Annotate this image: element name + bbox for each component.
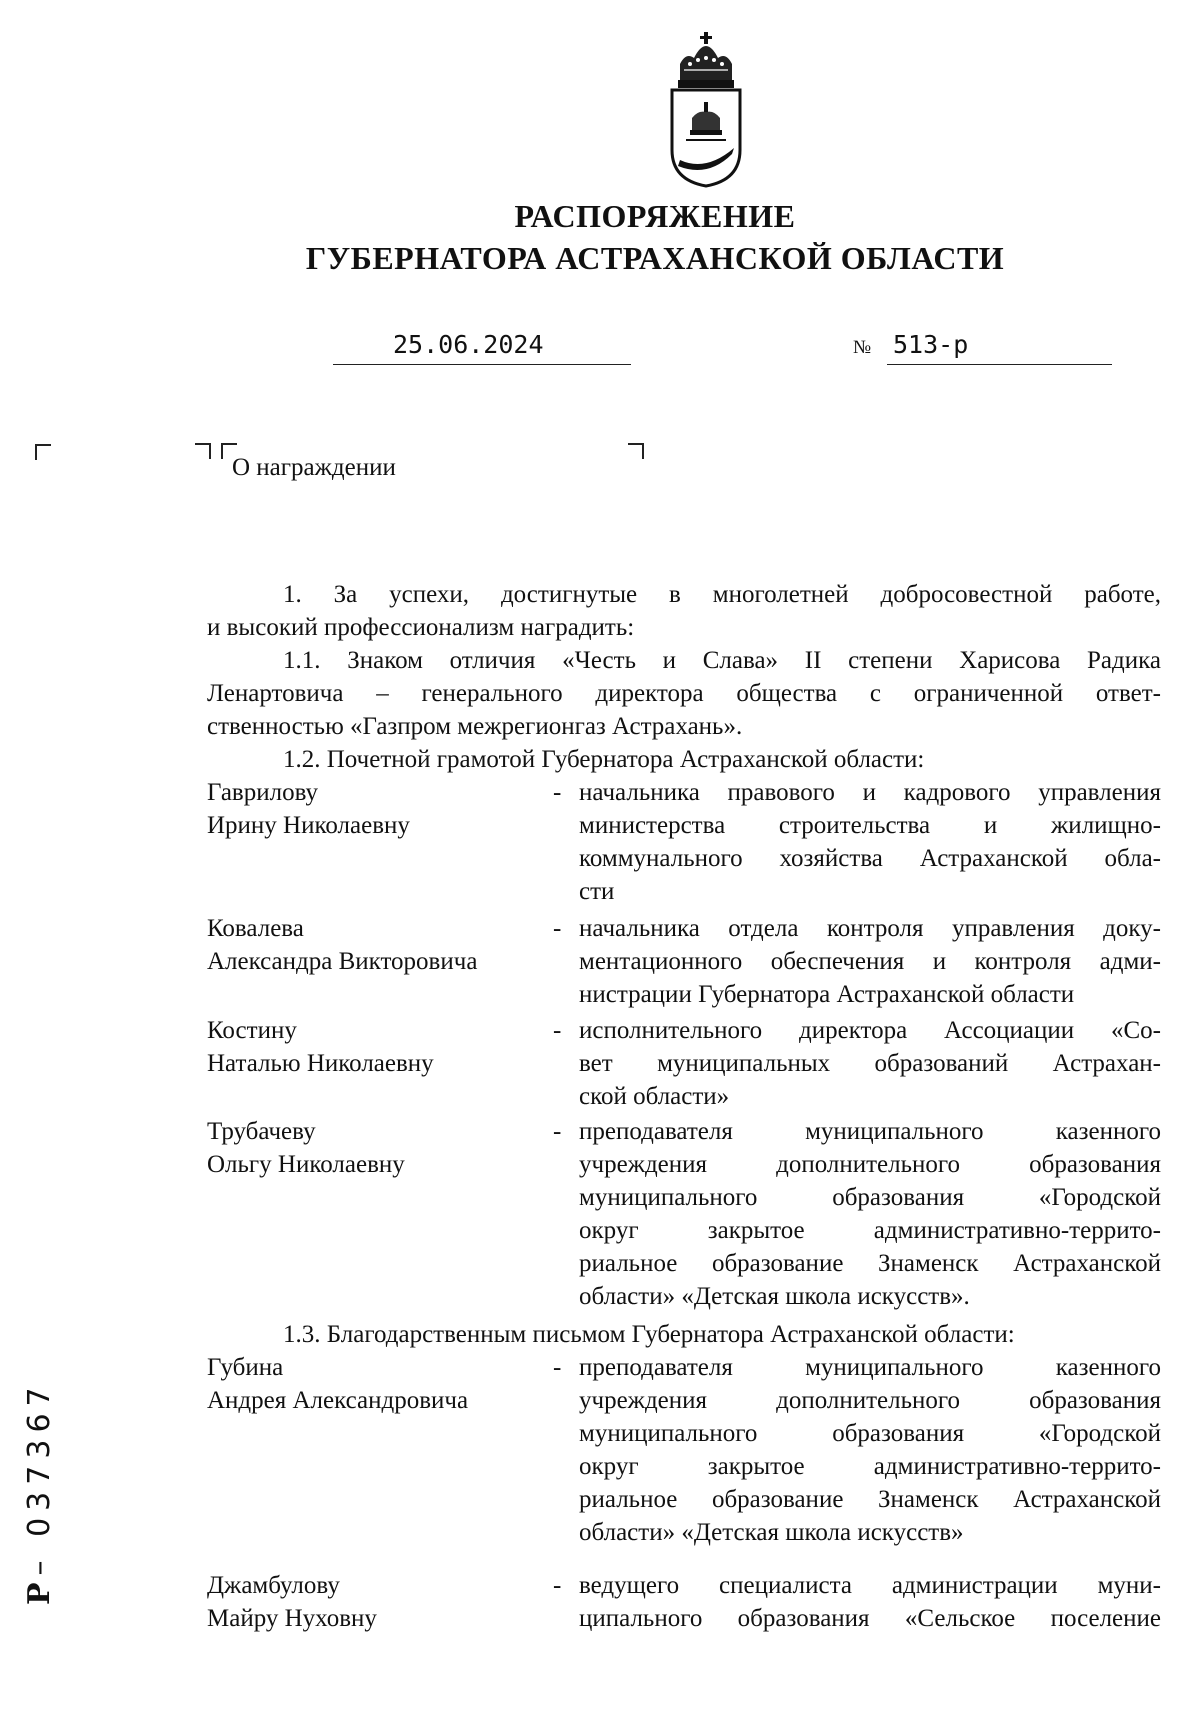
recipient-surname: Гаврилову: [207, 779, 319, 806]
recipient-surname: Трубачеву: [207, 1118, 316, 1145]
recipient-position-line: риальное образование Знаменск Астраханской: [579, 1486, 1161, 1513]
recipient-given-name: Наталью Николаевну: [207, 1050, 434, 1077]
recipient-position-line: муниципального образования «Городской: [579, 1420, 1161, 1447]
paragraph-line: ственностью «Газпром межрегионгаз Астрахань».: [207, 713, 743, 740]
coat-of-arms-icon: [666, 30, 746, 190]
recipient-position-line: ведущего специалиста администрации муни-: [579, 1572, 1161, 1599]
number-field: [887, 330, 1112, 365]
recipient-position-line: округ закрытое административно-террито-: [579, 1453, 1161, 1480]
recipient-given-name: Андрея Александровича: [207, 1387, 469, 1414]
dash-separator: -: [553, 1118, 562, 1145]
dash-separator: -: [553, 915, 562, 942]
corner-mark-right: [628, 443, 644, 459]
number-label: №: [853, 337, 872, 358]
serial-prefix: Р: [22, 1575, 57, 1605]
recipient-surname: Костину: [207, 1017, 297, 1044]
recipient-position-line: ментационного обеспечения и контроля адми-: [579, 948, 1161, 975]
dash-separator: -: [553, 1354, 562, 1381]
recipient-position-line: области» «Детская школа искусств».: [579, 1283, 970, 1310]
document-issuer: ГУБЕРНАТОРА АСТРАХАНСКОЙ ОБЛАСТИ: [305, 240, 1005, 276]
paragraph-line: 1.1. Знаком отличия «Честь и Слава» II степени Харисова Радика: [283, 647, 1161, 674]
recipient-position-line: начальника правового и кадрового управления: [579, 779, 1161, 806]
section-heading: 1.2. Почетной грамотой Губернатора Астраханской области:: [283, 746, 925, 773]
recipient-position-line: вет муниципальных образований Астрахан-: [579, 1050, 1161, 1077]
recipient-given-name: Ирину Николаевну: [207, 812, 410, 839]
recipient-position-line: нистрации Губернатора Астраханской области: [579, 981, 1075, 1008]
recipient-surname: Джамбулову: [207, 1572, 340, 1599]
recipient-position-line: области» «Детская школа искусств»: [579, 1519, 964, 1546]
recipient-position-line: министерства строительства и жилищно-: [579, 812, 1161, 839]
dash-separator: -: [553, 1572, 562, 1599]
recipient-position-line: исполнительного директора Ассоциации «Со-: [579, 1017, 1161, 1044]
dash-separator: -: [553, 1017, 562, 1044]
recipient-position-line: учреждения дополнительного образования: [579, 1151, 1161, 1178]
document-title: РАСПОРЯЖЕНИЕ: [514, 198, 796, 234]
recipient-given-name: Ольгу Николаевну: [207, 1151, 405, 1178]
recipient-position-line: преподавателя муниципального казенного: [579, 1354, 1161, 1381]
recipient-position-line: начальника отдела контроля управления доку-: [579, 915, 1161, 942]
recipient-given-name: Майру Нуховну: [207, 1605, 377, 1632]
dash-separator: -: [553, 779, 562, 806]
document-number: 513-р: [893, 330, 969, 359]
corner-mark-left: [35, 444, 51, 460]
recipient-position-line: ской области»: [579, 1083, 730, 1110]
recipient-surname: Ковалева: [207, 915, 304, 942]
paragraph-line: и высокий профессионализм наградить:: [207, 614, 635, 641]
recipient-position-line: сти: [579, 878, 615, 905]
recipient-position-line: учреждения дополнительного образования: [579, 1387, 1161, 1414]
serial-digits: – 037367: [22, 1380, 57, 1576]
recipient-position-line: коммунального хозяйства Астраханской обла-: [579, 845, 1161, 872]
paragraph-line: Ленартовича – генерального директора общества с ограниченной ответ-: [207, 680, 1161, 707]
recipient-position-line: муниципального образования «Городской: [579, 1184, 1161, 1211]
section-heading: 1.3. Благодарственным письмом Губернатора Астраханской области:: [283, 1321, 1015, 1348]
serial-number: [22, 1380, 57, 1605]
recipient-position-line: риальное образование Знаменск Астраханской: [579, 1250, 1161, 1277]
date-field: [333, 330, 631, 365]
document-subject: О награждении: [232, 454, 396, 481]
paragraph-line: 1. За успехи, достигнутые в многолетней добросовестной работе,: [283, 581, 1161, 608]
document-date: 25.06.2024: [393, 330, 544, 359]
corner-mark: [195, 443, 211, 459]
recipient-surname: Губина: [207, 1354, 284, 1381]
recipient-position-line: округ закрытое административно-террито-: [579, 1217, 1161, 1244]
recipient-position-line: ципального образования «Сельское поселение: [579, 1605, 1161, 1632]
recipient-position-line: преподавателя муниципального казенного: [579, 1118, 1161, 1145]
recipient-given-name: Александра Викторовича: [207, 948, 478, 975]
